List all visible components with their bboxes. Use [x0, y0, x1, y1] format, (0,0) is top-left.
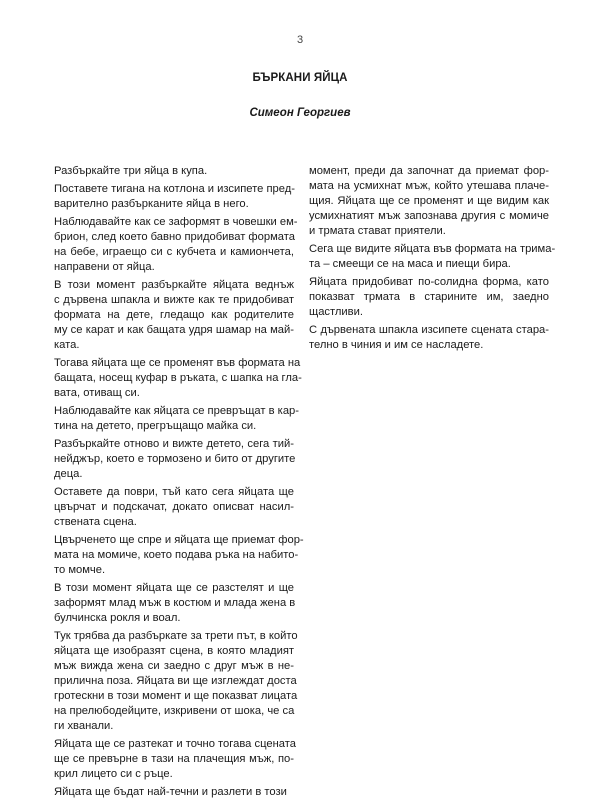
- paragraph: [54, 785, 294, 800]
- text-line: то момче.: [54, 564, 106, 576]
- text-line: вата, отиващ си.: [54, 387, 140, 399]
- paragraph: [54, 437, 294, 482]
- text-line: момент, преди да започнат да приемат фор-: [309, 165, 549, 177]
- text-line: с дървена шпакла и вижте как те придобиват: [54, 294, 294, 306]
- text-line: Оставете да поври, тъй като сега яйцата ще: [54, 486, 294, 498]
- text-line: В този момент яйцата ще се разстелят и ще: [54, 582, 294, 594]
- text-line: деца.: [54, 468, 83, 480]
- text-line: Яйцата ще бъдат най-течни и разлети в този: [54, 786, 287, 798]
- text-line: телно в чиния и им се насладете.: [309, 339, 484, 351]
- article-title: БЪРКАНИ ЯЙЦА: [252, 72, 348, 84]
- text-line: на бебе, играещо си с кубчета и камиончета,: [54, 246, 294, 258]
- text-line: Разбъркайте три яйца в купа.: [54, 165, 208, 177]
- text-line: Яйцата ще се разтекат и точно тогава сцената: [54, 738, 296, 750]
- text-line: Цвърченето ще спре и яйцата ще приемат фор-: [54, 534, 304, 546]
- text-line: тина на детето, прегръщащо майка си.: [54, 420, 257, 432]
- text-line: мата на усмихнат мъж, който утешава плаче-: [309, 180, 549, 192]
- text-line: нейджър, което е тормозено и бито от другите: [54, 453, 296, 465]
- text-line: и трмата стават приятели.: [309, 225, 446, 237]
- text-line: Разбъркайте отново и вижте детето, сега тий-: [54, 438, 294, 450]
- paragraph: [54, 737, 294, 782]
- text-line: Наблюдавайте как се заформят в човешки ем-: [54, 216, 298, 228]
- article-author: Симеон Георгиев: [249, 107, 351, 119]
- text-line: В този момент разбъркайте яйцата веднъж: [54, 279, 294, 291]
- paragraph: [309, 242, 556, 272]
- text-line: С дървената шпакла изсипете сцената стара-: [309, 324, 549, 336]
- text-line: ще се превърне в тази на плачещия мъж, по-: [54, 753, 294, 765]
- right-column: [309, 164, 556, 356]
- text-line: му се карат и как бащата удря шамар на май-: [54, 324, 294, 336]
- text-line: мъж вижда жена си заедно с друг мъж в не-: [54, 660, 294, 672]
- paragraph: [54, 485, 294, 530]
- text-line: Тогава яйцата ще се променят във формата на: [54, 357, 301, 369]
- text-line: заформят млад мъж в костюм и млада жена в: [54, 597, 296, 609]
- text-line: та – смеещи се на маса и пиещи бира.: [309, 258, 511, 270]
- text-line: показват трмата в старините им, заедно: [309, 291, 549, 303]
- text-line: щия. Яйцата ще се променят и ще видим как: [309, 195, 549, 207]
- text-line: цвърчат и подскачат, докато описват насил-: [54, 501, 294, 513]
- text-line: ствената сцена.: [54, 516, 137, 528]
- paragraph: [309, 275, 549, 320]
- paragraph: [309, 323, 549, 353]
- paragraph: [54, 629, 298, 734]
- text-line: усмихнатият мъж запознава другия с момиче: [309, 210, 549, 222]
- text-line: яйцата ще изобразят сцена, в която младият: [54, 645, 294, 657]
- paragraph: [54, 182, 294, 212]
- paragraph: [54, 278, 294, 353]
- text-line: направени от яйца.: [54, 261, 155, 273]
- text-line: бащата, носещ куфар в ръката, с шапка на гла-: [54, 372, 302, 384]
- text-line: Поставете тигана на котлона и изсипете пред-: [54, 183, 295, 195]
- text-line: мата на момиче, което подава ръка на набито-: [54, 549, 299, 561]
- text-line: гротескни в този момент и ще показват лицата: [54, 690, 298, 702]
- paragraph: [309, 164, 549, 239]
- text-line: ката.: [54, 339, 80, 351]
- text-line: булчинска рокля и воал.: [54, 612, 181, 624]
- text-line: Яйцата придобиват по-солидна форма, като: [309, 276, 549, 288]
- text-line: прилична поза. Яйцата ви ще изглеждат доста: [54, 675, 297, 687]
- text-line: брион, след което бавно придобиват формата: [54, 231, 295, 243]
- paragraph: [54, 215, 298, 275]
- text-line: Сега ще видите яйцата във формата на трима-: [309, 243, 556, 255]
- page-number: 3: [296, 34, 304, 46]
- text-line: Тук трябва да разбъркате за трети път, в който: [54, 630, 298, 642]
- paragraph: [54, 164, 294, 179]
- left-column: [54, 164, 304, 803]
- paragraph: [54, 356, 302, 401]
- paragraph: [54, 533, 304, 578]
- text-line: ги хванали.: [54, 720, 114, 732]
- text-line: щастливи.: [309, 306, 363, 318]
- text-line: варително разбърканите яйца в него.: [54, 198, 249, 210]
- paragraph: [54, 581, 294, 626]
- paragraph: [54, 404, 299, 434]
- text-line: Наблюдавайте как яйцата се превръщат в кар-: [54, 405, 299, 417]
- text-line: формата на дете, гледащо как родителите: [54, 309, 294, 321]
- text-line: крил лицето си с ръце.: [54, 768, 173, 780]
- text-line: на прелюбодейците, изкривени от шока, че са: [54, 705, 295, 717]
